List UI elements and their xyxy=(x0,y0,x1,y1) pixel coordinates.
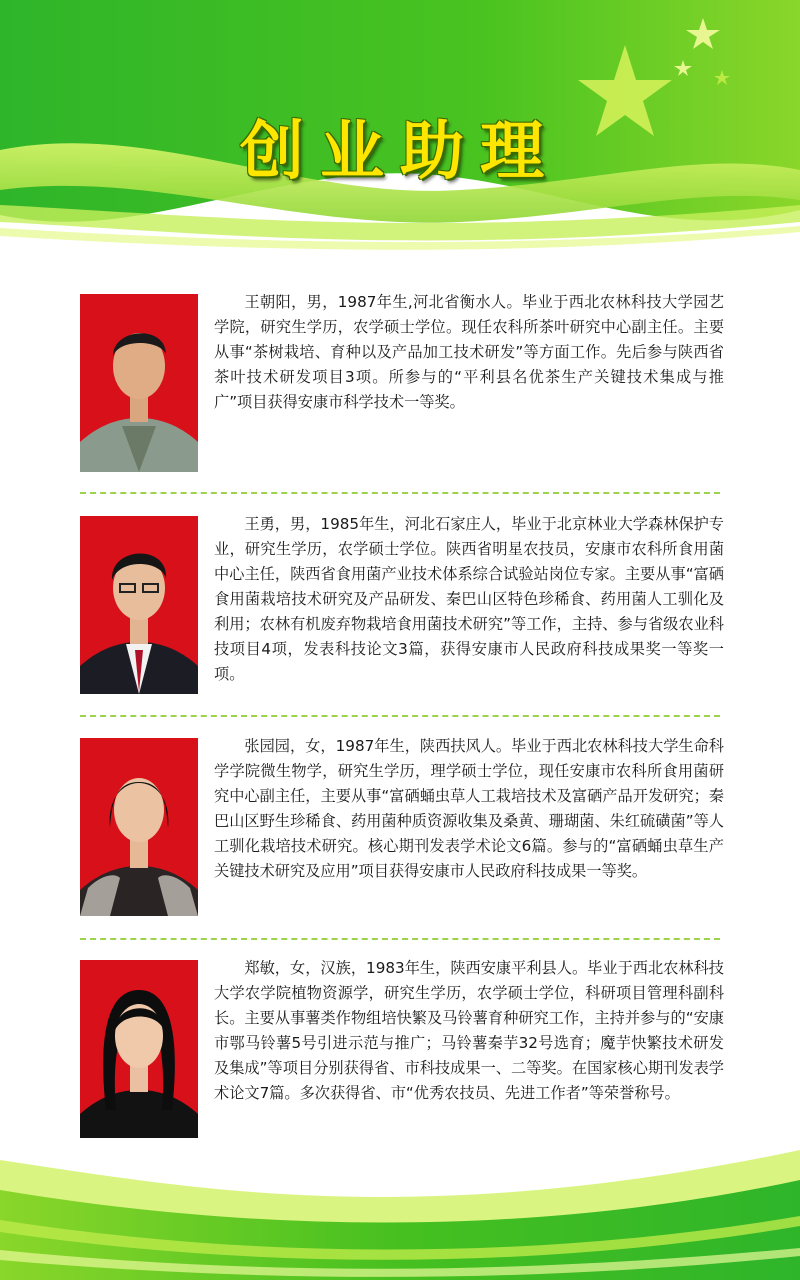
portrait-photo xyxy=(80,960,198,1138)
section-divider xyxy=(80,715,720,717)
person-card xyxy=(80,515,724,696)
person-bio: 张园园，女，1987年生，陕西扶风人。毕业于西北农林科技大学生命科学学院微生物学，研究生学历，理学硕士学位，现任安康市农科所食用菌研究中心副主任，主要从事“富硒蛹虫草人工栽培技术及富硒产品开发研究；秦巴山区野生珍稀食、药用菌种质资源收集及桑黄、珊瑚菌、朱红硫磺菌”等人工驯化栽培技术研究。核心期刊发表学术论文6篇。参与的“富硒蛹虫草生产关键技术研究及应用”项目获得安康市人民政府科技成果一等奖。 xyxy=(214,737,724,880)
portrait-photo xyxy=(80,294,198,472)
section-divider xyxy=(80,492,720,494)
page-title: 创业助理 xyxy=(240,115,560,189)
section-divider xyxy=(80,938,720,940)
person-card xyxy=(80,293,724,474)
person-bio: 王勇，男，1985年生，河北石家庄人，毕业于北京林业大学森林保护专业，研究生学历，农学硕士学位。陕西省明星农技员，安康市农科所食用菌中心主任，陕西省食用菌产业技术体系综合试验站岗位专家。主要从事“富硒食用菌栽培技术研究及产品研发、秦巴山区特色珍稀食、药用菌人工驯化及利用；农林有机废弃物栽培食用菌技术研究”等工作，主持、参与省级农业科技项目4项，发表科技论文3篇，获得安康市人民政府科技成果奖一等奖一项。 xyxy=(214,515,724,683)
portrait-photo xyxy=(80,516,198,694)
person-card xyxy=(80,737,724,918)
portrait-photo xyxy=(80,738,198,916)
person-bio: 王朝阳，男，1987年生,河北省衡水人。毕业于西北农林科技大学园艺学院，研究生学历，农学硕士学位。现任农科所茶叶研究中心副主任。主要从事“茶树栽培、育种以及产品加工技术研发”等方面工作。先后参与陕西省茶叶技术研发项目3项。所参与的“平利县名优茶生产关键技术集成与推广”项目获得安康市科学技术一等奖。 xyxy=(214,293,724,411)
person-card xyxy=(80,959,724,1140)
person-bio: 郑敏，女，汉族，1983年生，陕西安康平利县人。毕业于西北农林科技大学农学院植物资源学，研究生学历，农学硕士学位，科研项目管理科副科长。主要从事薯类作物组培快繁及马铃薯育种研究工作，主持并参与的“安康市鄂马铃薯5号引进示范与推广；马铃薯秦芋32号选育；魔芋快繁技术研发及集成”等项目分别获得省、市科技成果一、二等奖。在国家核心期刊发表学术论文7篇。多次获得省、市“优秀农技员、先进工作者”等荣誉称号。 xyxy=(214,959,724,1102)
footer-background xyxy=(0,1120,800,1280)
